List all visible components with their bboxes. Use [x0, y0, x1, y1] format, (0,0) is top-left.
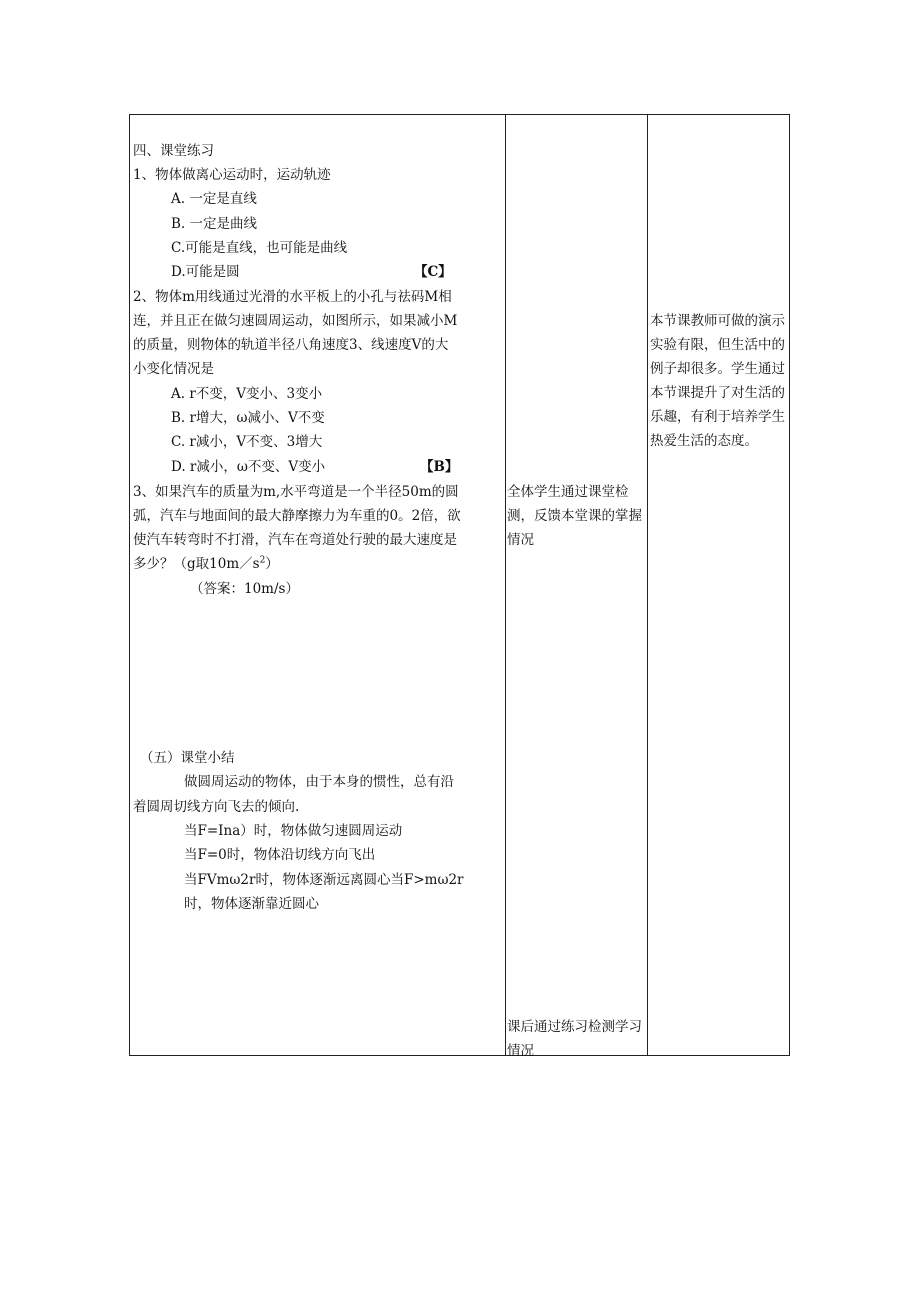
- summary-line: 当F=0时，物体沿切线方向飞出: [184, 847, 376, 863]
- column-divider-2: [647, 115, 648, 1055]
- q3-stem-line: 3、如果汽车的质量为m,水平弯道是一个半径50m的圆: [133, 484, 459, 500]
- summary-line: 着圆周切线方向飞去的倾向.: [133, 799, 300, 815]
- q1-option-a: A. 一定是直线: [171, 191, 257, 207]
- q3-last-suffix: ）: [265, 556, 279, 572]
- q2-answer: 【B】: [420, 459, 459, 475]
- q2-stem-line: 的质量，则物体的轨道半径八角速度3、线速度V的大: [133, 337, 449, 353]
- q1-answer: 【C】: [414, 264, 452, 280]
- q1-stem: 1、物体做离心运动时，运动轨迹: [133, 167, 331, 183]
- summary-line: 当F=Ina）时，物体做匀速圆周运动: [184, 823, 403, 839]
- q3-superscript: 2: [259, 555, 266, 566]
- q2-stem-line: 连，并且正在做匀速圆周运动，如图所示，如果减小M: [133, 313, 458, 329]
- summary-title: （五）课堂小结: [140, 750, 235, 766]
- q2-option-c: C. r减小，V不变、3增大: [171, 434, 323, 450]
- q1-option-c: C.可能是直线，也可能是曲线: [171, 240, 348, 256]
- summary-line: 时，物体逐渐靠近圆心: [184, 896, 319, 912]
- q2-stem-line: 2、物体m用线通过光滑的水平板上的小孔与祛码M相: [133, 289, 452, 305]
- column-divider-1: [505, 115, 506, 1055]
- q1-option-d: D.可能是圆: [171, 264, 240, 280]
- q3-stem-line: 使汽车转弯时不打滑，汽车在弯道处行驶的最大速度是: [133, 532, 457, 548]
- q2-option-a: A. r不变，V变小、3变小: [171, 386, 323, 402]
- q2-option-b: B. r增大，ω减小、V不变: [171, 410, 325, 426]
- q1-option-b: B. 一定是曲线: [171, 216, 258, 232]
- q2-stem-line: 小变化情况是: [133, 361, 214, 377]
- middle-note-1: 全体学生通过课堂检测，反馈本堂课的掌握情况: [507, 484, 642, 548]
- q2-option-d: D. r减小，ω不变、V变小: [171, 459, 326, 475]
- section4-title: 四、课堂练习: [133, 143, 214, 159]
- q3-answer: （答案：10m/s）: [190, 581, 299, 597]
- right-note: 本节课教师可做的演示实验有限，但生活中的例子却很多。学生通过本节课提升了对生活的乐趣，有利于培养学生热爱生活的态度。: [650, 313, 785, 449]
- q3-last-prefix: 多少？（g取10m／s: [133, 556, 260, 572]
- q3-stem-last-line: [133, 555, 279, 573]
- q3-stem-line: 弧，汽车与地面间的最大静摩擦力为车重的0。2倍，欲: [133, 508, 461, 524]
- lesson-table: [129, 114, 790, 1059]
- middle-note-2: 课后通过练习检测学习情况: [507, 1019, 642, 1059]
- summary-line: 当FVmω2r时，物体逐渐远离圆心当F>mω2r: [184, 872, 464, 888]
- summary-line: 做圆周运动的物体，由于本身的惯性，总有沿: [184, 774, 454, 790]
